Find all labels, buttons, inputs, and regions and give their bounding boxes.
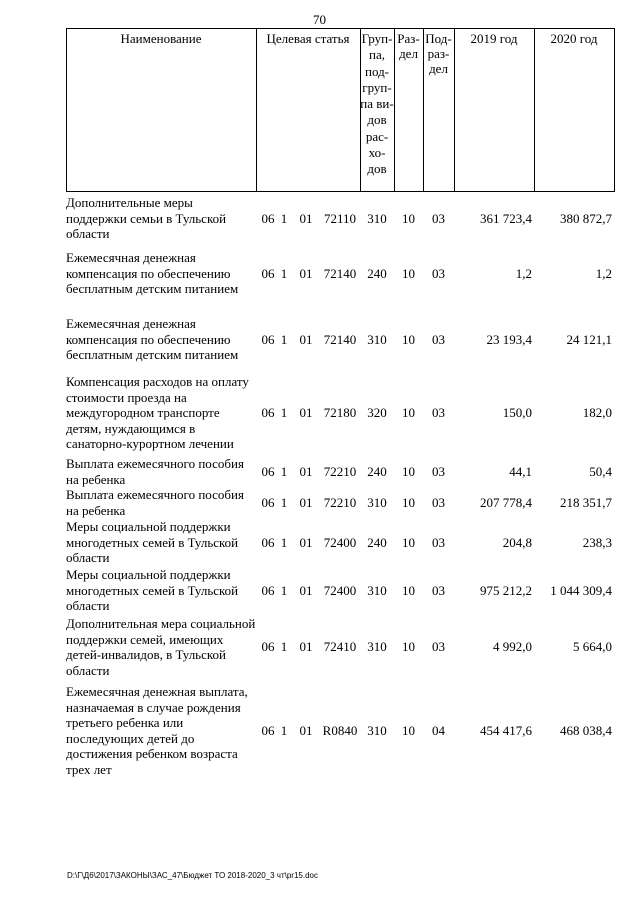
cell-v2020: 238,3 — [582, 534, 612, 550]
cell-v2019: 361 723,4 — [480, 210, 532, 226]
cell-p3: 01 — [299, 210, 313, 226]
cell-p2: 1 — [280, 463, 288, 479]
cell-p4: R0840 — [322, 722, 358, 738]
cell-section: 10 — [402, 534, 415, 550]
cell-p3: 01 — [299, 405, 313, 421]
cell-subsection: 03 — [432, 494, 445, 510]
cell-subsection: 03 — [432, 331, 445, 347]
cell-p2: 1 — [280, 210, 288, 226]
cell-p2: 1 — [280, 494, 288, 510]
cell-p2: 1 — [280, 722, 288, 738]
cell-subsection: 03 — [432, 639, 445, 655]
cell-section: 10 — [402, 722, 415, 738]
cell-v2019: 207 778,4 — [480, 494, 532, 510]
cell-section: 10 — [402, 639, 415, 655]
table-row — [66, 616, 615, 678]
cell-p1: 06 — [261, 582, 275, 598]
table-row — [66, 195, 615, 242]
cell-section: 10 — [402, 405, 415, 421]
row-name: Выплата ежемесячного пособия на ребенка — [66, 487, 244, 518]
cell-p2: 1 — [280, 265, 288, 281]
row-name: Ежемесячная денежная компенсация по обеспечению бесплатным детским питанием — [66, 250, 239, 297]
cell-subsection: 03 — [432, 582, 445, 598]
cell-group: 240 — [367, 534, 387, 550]
cell-v2019: 23 193,4 — [486, 331, 532, 347]
page-number: 70 — [313, 12, 326, 27]
cell-section: 10 — [402, 210, 415, 226]
cell-group: 310 — [367, 331, 387, 347]
cell-p1: 06 — [261, 463, 275, 479]
cell-subsection: 03 — [432, 463, 445, 479]
cell-p2: 1 — [280, 582, 288, 598]
table-row — [66, 456, 615, 487]
cell-p3: 01 — [299, 534, 313, 550]
cell-p3: 01 — [299, 639, 313, 655]
cell-p2: 1 — [280, 534, 288, 550]
cell-p1: 06 — [261, 210, 275, 226]
cell-section: 10 — [402, 494, 415, 510]
row-name: Меры социальной поддержки многодетных семей в Тульской области — [66, 567, 239, 614]
cell-group: 320 — [367, 405, 387, 421]
cell-p1: 06 — [261, 722, 275, 738]
cell-p3: 01 — [299, 331, 313, 347]
cell-p1: 06 — [261, 331, 275, 347]
cell-group: 310 — [367, 722, 387, 738]
cell-subsection: 03 — [432, 534, 445, 550]
cell-p1: 06 — [261, 405, 275, 421]
table-row — [66, 487, 615, 518]
cell-subsection: 03 — [432, 405, 445, 421]
cell-v2020: 24 121,1 — [566, 331, 612, 347]
cell-p4: 72400 — [323, 582, 357, 598]
cell-section: 10 — [402, 265, 415, 281]
cell-v2020: 5 664,0 — [573, 639, 612, 655]
cell-p1: 06 — [261, 639, 275, 655]
cell-v2019: 1,2 — [515, 265, 532, 281]
table-row — [66, 519, 615, 566]
cell-group: 310 — [367, 210, 387, 226]
cell-section: 10 — [402, 331, 415, 347]
cell-p3: 01 — [299, 722, 313, 738]
cell-subsection: 03 — [432, 265, 445, 281]
cell-v2020: 1 044 309,4 — [550, 582, 612, 598]
cell-p1: 06 — [261, 494, 275, 510]
cell-p3: 01 — [299, 265, 313, 281]
cell-p3: 01 — [299, 463, 313, 479]
table-row — [66, 374, 615, 452]
cell-p4: 72180 — [323, 405, 357, 421]
column-header-2020: 2020 год — [550, 31, 598, 46]
cell-v2019: 4 992,0 — [493, 639, 532, 655]
row-name: Ежемесячная денежная компенсация по обеспечению бесплатным детским питанием — [66, 316, 239, 363]
row-name: Дополнительная мера социальной поддержки семей, имеющих детей-инвалидов, в Тульской области — [66, 616, 256, 678]
cell-p1: 06 — [261, 265, 275, 281]
cell-v2020: 1,2 — [595, 265, 612, 281]
cell-group: 240 — [367, 265, 387, 281]
column-header-2019: 2019 год — [470, 31, 518, 46]
cell-p4: 72210 — [323, 463, 357, 479]
column-divider — [256, 28, 257, 192]
cell-v2019: 454 417,6 — [480, 722, 532, 738]
cell-group: 310 — [367, 494, 387, 510]
cell-v2019: 150,0 — [502, 405, 532, 421]
cell-group: 240 — [367, 463, 387, 479]
cell-v2020: 468 038,4 — [560, 722, 612, 738]
cell-v2019: 975 212,2 — [480, 582, 532, 598]
column-divider — [614, 28, 615, 192]
cell-p4: 72410 — [323, 639, 357, 655]
cell-v2019: 204,8 — [502, 534, 532, 550]
table-row — [66, 250, 615, 297]
column-header-section: Раз- дел — [397, 31, 420, 61]
cell-v2020: 380 872,7 — [560, 210, 612, 226]
cell-v2020: 50,4 — [589, 463, 612, 479]
table-row — [66, 567, 615, 614]
cell-v2020: 218 351,7 — [560, 494, 612, 510]
cell-p4: 72140 — [323, 265, 357, 281]
cell-v2019: 44,1 — [509, 463, 532, 479]
cell-p2: 1 — [280, 405, 288, 421]
cell-group: 310 — [367, 582, 387, 598]
row-name: Меры социальной поддержки многодетных семей в Тульской области — [66, 519, 239, 566]
table-row — [66, 316, 615, 363]
cell-p1: 06 — [261, 534, 275, 550]
table-header — [66, 28, 615, 192]
cell-p4: 72400 — [323, 534, 357, 550]
cell-p3: 01 — [299, 582, 313, 598]
cell-p4: 72140 — [323, 331, 357, 347]
row-name: Компенсация расходов на оплату стоимости проезда на междугородном транспорте детям, нуждающимся в санаторно-курортном лечении — [66, 374, 249, 452]
cell-p2: 1 — [280, 639, 288, 655]
column-header-subsection: Под- раз- дел — [425, 31, 452, 76]
column-header-name: Наименование — [120, 31, 202, 46]
row-name: Ежемесячная денежная выплата, назначаемая в случае рождения третьего ребенка или последующих детей до достижения ребенком возраста трех лет — [66, 684, 248, 777]
column-header-target: Целевая статья — [266, 31, 350, 46]
column-divider — [454, 28, 455, 192]
cell-section: 10 — [402, 463, 415, 479]
row-name: Выплата ежемесячного пособия на ребенка — [66, 456, 244, 487]
cell-p3: 01 — [299, 494, 313, 510]
cell-group: 310 — [367, 639, 387, 655]
header-bottom-border — [66, 191, 615, 192]
column-header-group: Груп- па, под- груп- па ви- дов рас- хо- дов — [360, 31, 394, 177]
cell-v2020: 182,0 — [582, 405, 612, 421]
row-name: Дополнительные меры поддержки семьи в Тульской области — [66, 195, 227, 242]
header-top-border — [66, 28, 615, 29]
cell-subsection: 04 — [432, 722, 445, 738]
file-path-footer: D:\Г\Д6\2017\ЗАКОНЫ\ЗАС_47\Бюджет ТО 2018-2020_3 чт\pr15.doc — [67, 871, 318, 880]
cell-p2: 1 — [280, 331, 288, 347]
cell-subsection: 03 — [432, 210, 445, 226]
cell-p4: 72110 — [323, 210, 357, 226]
table-row — [66, 684, 615, 777]
cell-section: 10 — [402, 582, 415, 598]
cell-p4: 72210 — [323, 494, 357, 510]
column-divider — [534, 28, 535, 192]
column-divider — [66, 28, 67, 192]
